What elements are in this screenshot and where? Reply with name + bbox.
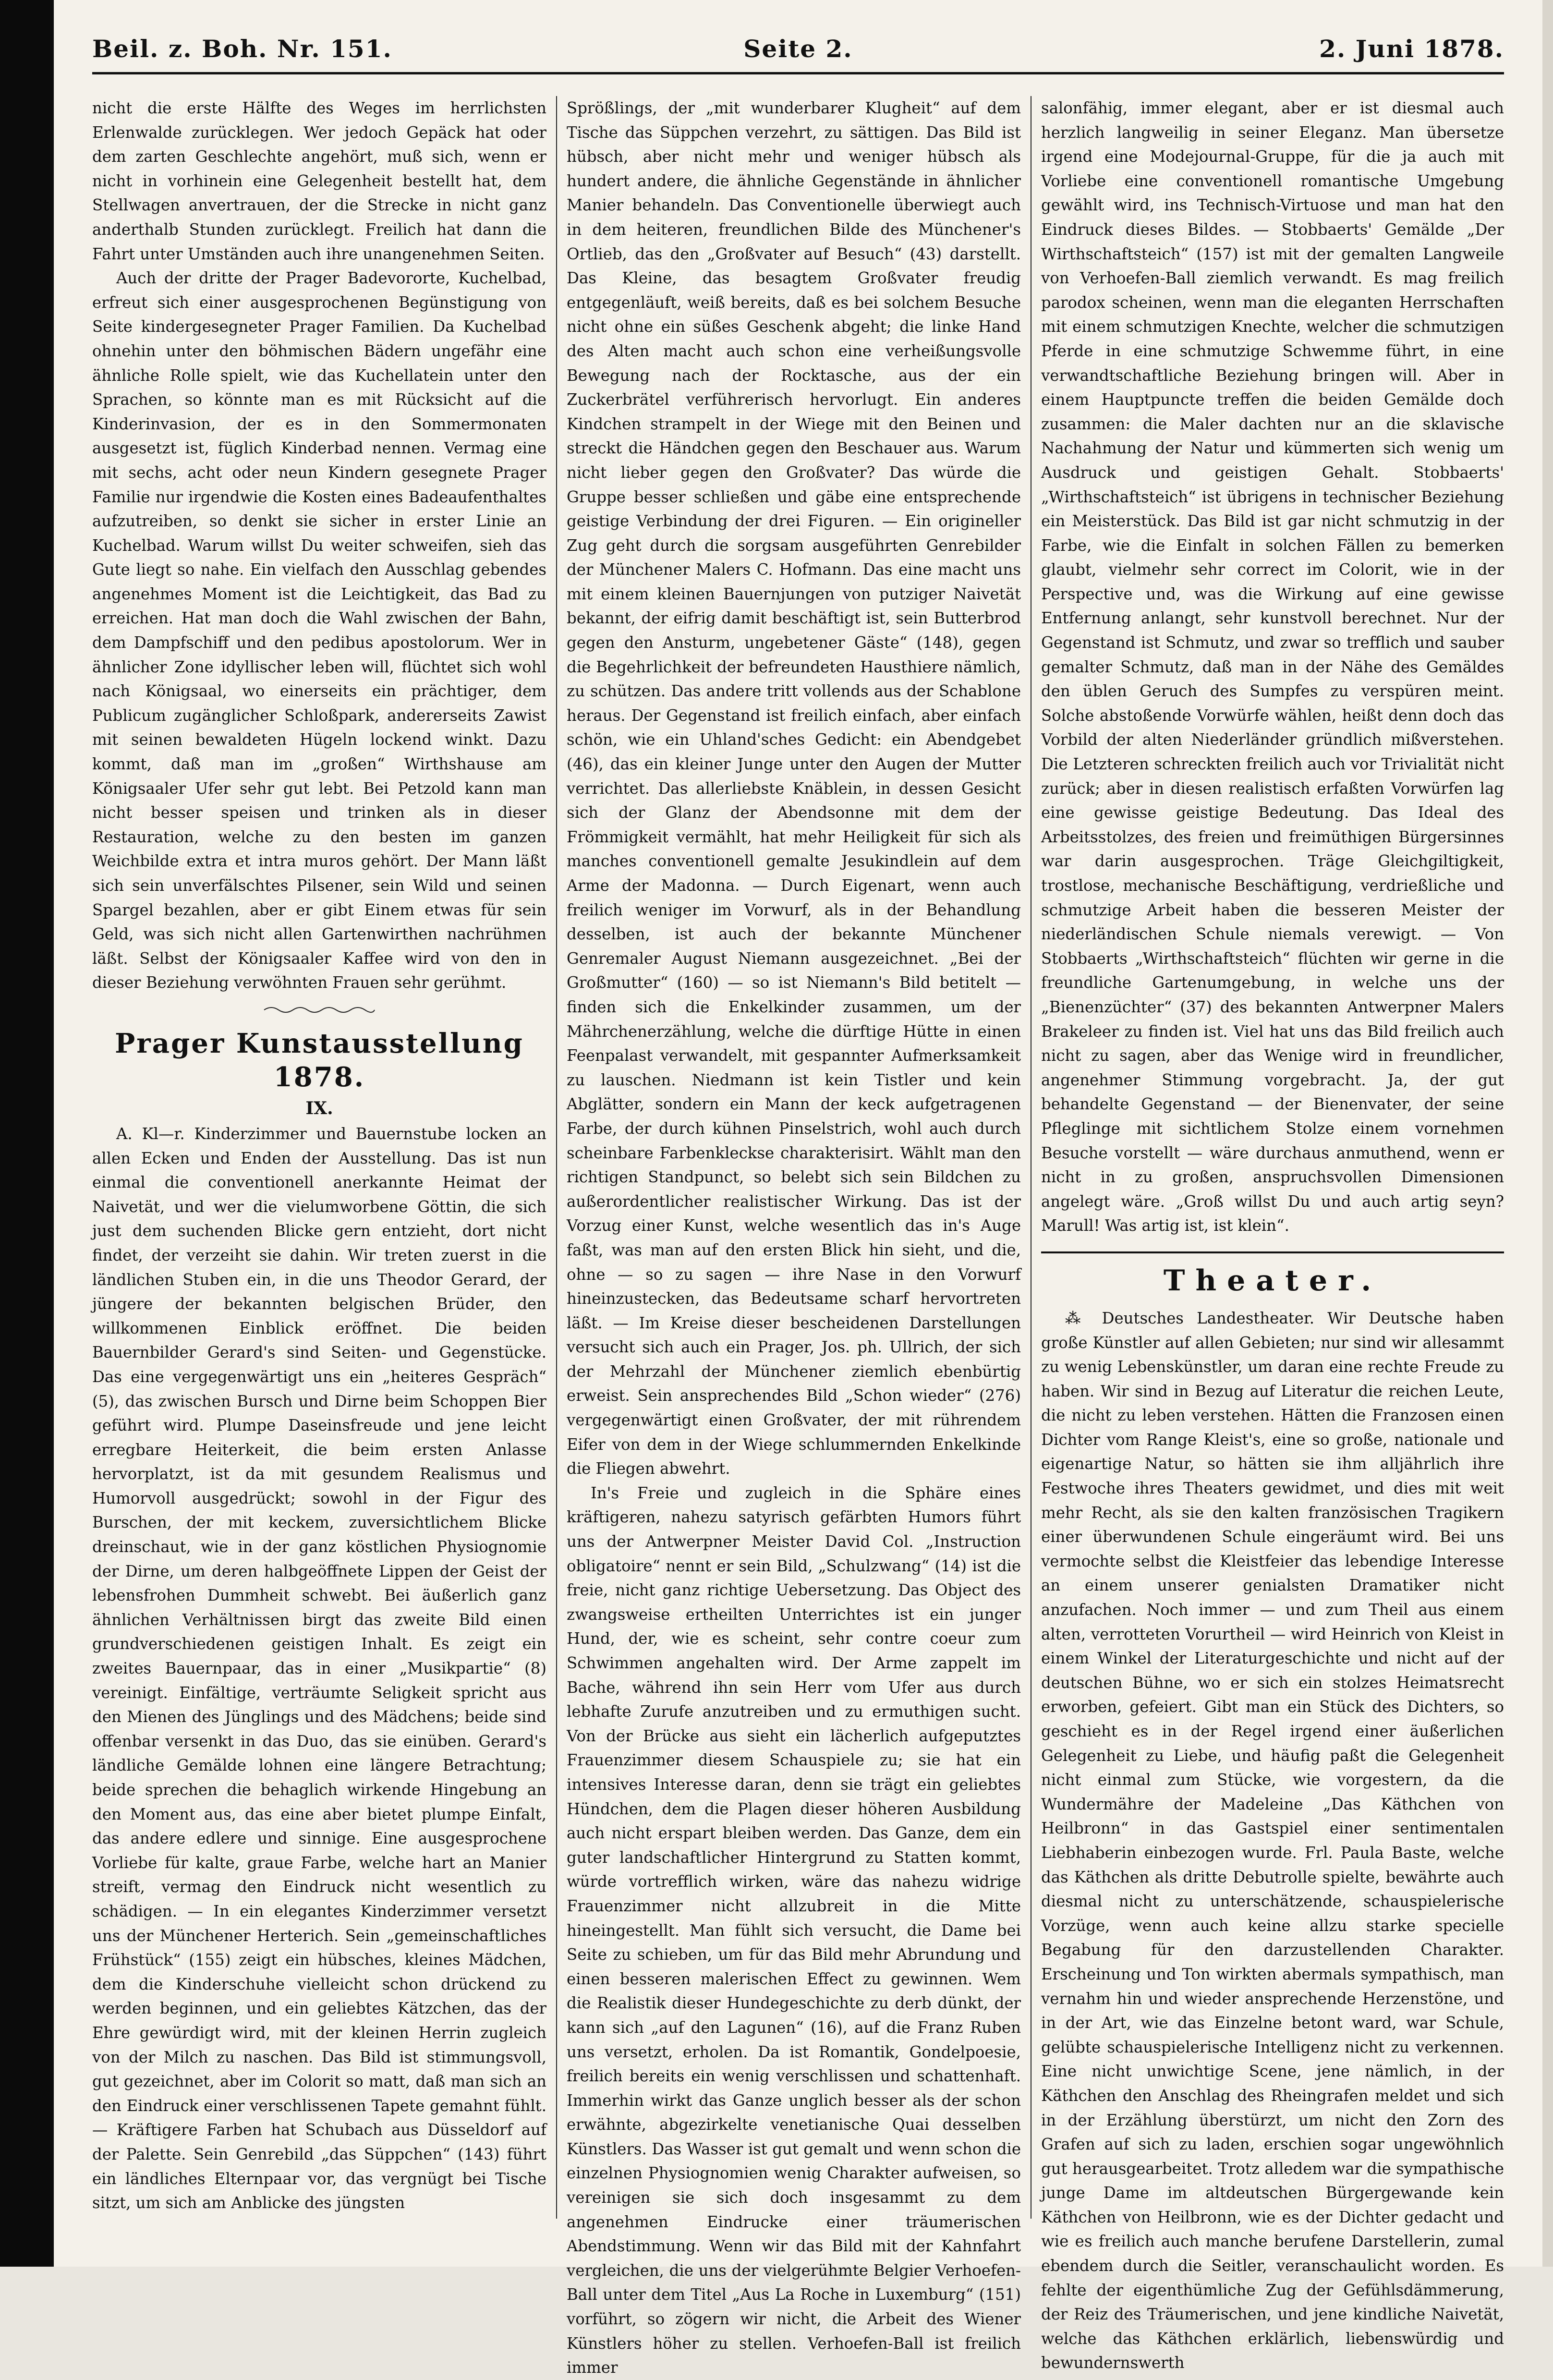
column-right bbox=[1041, 96, 1504, 2372]
issue-date: 2. Juni 1878. bbox=[1319, 35, 1504, 63]
article-paragraph: ⁂ Deutsches Landestheater. Wir Deutsche haben große Künstler auf allen Gebieten; nur sind wir allesammt zu wenig Lebenskünstler, um daran eine rechte Freude zu haben. Wir sind in Bezug auf Literatur die reichen Leute, die nicht zu leben verstehen. Hätten die Franzosen einen Dichter vom Range Kleist's, eine so große, nationale und eigenartige Natur, so hätten sie ihm alljährlich ihre Festwoche ihres Theaters gewidmet, und dies mit weit mehr Recht, als sie den kalten französischen Tragikern einer überwundenen Schule eingeräumt wird. Bei uns vermochte selbst die Kleistfeier das lebendige Interesse an einem unserer genialsten Dramatiker nicht anzufachen. Noch immer — und zum Theil aus einem alten, verrotteten Vorurtheil — wird Heinrich von Kleist in einem Winkel der Literaturgeschichte und nicht auf der deutschen Bühne, wo er sich ein stolzes Heimatsrecht erworben, gefeiert. Gibt man ein Stück des Dichters, so geschieht es in der Regel irgend einer äußerlichen Gelegenheit zu Liebe, und häufig paßt die Gelegenheit nicht einmal zum Stücke, wie vorgestern, da die Wundermähre der Madeleine „Das Käthchen von Heilbronn“ in das Gastspiel einer sentimentalen Liebhaberin einbezogen wurde. Frl. Paula Baste, welche das Käthchen als dritte Debutrolle spielte, bewährte auch diesmal nicht zu unterschätzende, schauspielerische Vorzüge, wenn auch keine allzu starke specielle Begabung für den darzustellenden Charakter. Erscheinung und Ton wirkten abermals sympathisch, man vernahm hin und wieder ansprechende Herzenstöne, und in der Art, wie das Einzelne betont ward, war Schule, gelübte schauspielerische Intelligenz nicht zu verkennen. Eine nicht unwichtige Scene, jene nämlich, in der Käthchen den Anschlag des Rheingrafen meldet und sich in der Erzählung überstürzt, um nicht den Zorn des Grafen auf sich zu laden, erschien sogar ungewöhnlich gut herausgearbeitet. Trotz alledem war die sympathische junge Dame im altdeutschen Bürgergewande kein Käthchen von Heilbronn, wie es der Dichter gedacht und wie es freilich auch manche berufene Darstellerin, zumal ebendem durch die Seitler, veranschaulicht worden. Es fehlte der eigenthümliche Zug der Gefühlsdämmerung, der Reiz des Träumerischen, und jene kindliche Naivetät, welche das Käthchen erklärlich, liebenswürdig und bewundernswerth bbox=[1041, 1309, 1504, 2372]
newspaper-page bbox=[58, 0, 1537, 2377]
article-paragraph: Sprößlings, der „mit wunderbarer Klugheit“ auf dem Tische das Süppchen verzehrt, zu sättigen. Das Bild ist hübsch, aber nicht mehr und weniger hübsch als hundert andere, die ähnliche Gegenstände in ähnlicher Manier behandeln. Das Conventionelle überwiegt auch in dem heiteren, freundlichen Bilde des Münchener's Ortlieb, das den „Großvater auf Besuch“ (43) darstellt. Das Kleine, das besagtem Großvater freudig entgegenläuft, weiß bereits, daß es bei solchem Besuche nicht ohne ein süßes Geschenk abgeht; die linke Hand des Alten macht auch schon eine verheißungsvolle Bewegung nach der Rocktasche, aus der ein Zuckerbrätel verführerisch hervorlugt. Ein anderes Kindchen strampelt in der Wiege mit den Beinen und streckt die Händchen gegen den Beschauer aus. Warum nicht lieber gegen den Großvater? Das würde die Gruppe besser schließen und gäbe eine entsprechende geistige Verbindung der drei Figuren. — Ein origineller Zug geht durch die sorgsam ausgeführten Genrebilder der Münchener Malers C. Hofmann. Das eine macht uns mit einem kleinen Bauernjungen von putziger Naivetät bekannt, der eifrig damit beschäftigt ist, sein Butterbrod gegen den Ansturm, ungebetener Gäste“ (148), gegen die Begehrlichkeit der befreundeten Hausthiere nämlich, zu schützen. Das andere tritt vollends aus der Schablone heraus. Der Gegenstand ist freilich einfach, aber einfach schön, wie ein Uhland'sches Gedicht: ein Abendgebet (46), das ein kleiner Junge unter den Augen der Mutter verrichtet. Das allerliebste Knäblein, in dessen Gesicht sich der Glanz der Abendsonne mit dem der Frömmigkeit vermählt, hat mehr Heiligkeit für sich als manches conventionell gemalte Jesukindlein auf dem Arme der Madonna. — Durch Eigenart, wenn auch freilich weniger im Vorwurf, als in der Behandlung desselben, ist auch der bekannte Münchener Genremaler August Niemann ausgezeichnet. „Bei der Großmutter“ (160) — so ist Niemann's Bild betitelt — finden sich die Enkelkinder zusammen, um der Mährchenerzählung, welche die dürftige Hütte in einen Feenpalast verwandelt, mit gespannter Aufmerksamkeit zu lauschen. Niedmann ist kein Tistler und kein Abglätter, sondern ein Mann der keck aufgetragenen Farbe, der durch kühnen Pinselstrich, wohl auch durch scheinbare Farbenkleckse charakterisirt. Wählt man den richtigen Standpunct, so belebt sich sein Bildchen zu außerordentlicher realistischer Wirkung. Das ist der Vorzug einer Kunst, welche wesentlich das in's Auge faßt, was man auf den ersten Blick hin sieht, und die, ohne — so zu sagen — ihre Nase in den Vorwurf hineinzustecken, das Bedeutsame scharf hervortreten läßt. — Im Kreise dieser bescheidenen Darstellungen versucht sich auch ein Prager, Jos. ph. Ullrich, der sich der Mehrzahl der Münchener ziemlich ebenbürtig erweist. Sein ansprechendes Bild „Schon wieder“ (276) vergegenwärtigt einen Großvater, der mit rührendem Eifer von dem in der Wiege schlummernden Enkelkinde die Fliegen abwehrt. bbox=[567, 99, 1021, 1478]
ornamental-divider bbox=[262, 1004, 377, 1016]
issue-number: Beil. z. Boh. Nr. 151. bbox=[92, 35, 392, 63]
article-paragraph: nicht die erste Hälfte des Weges im herrlichsten Erlenwalde zurücklegen. Wer jedoch Gepäck hat oder dem zarten Geschlechte angehört, muß sich, wenn er nicht in vorhinein eine Gelegenheit bestellt hat, dem Stellwagen anvertrauen, der die Strecke in nicht ganz anderthalb Stunden zurücklegt. Freilich hat dann die Fahrt unter Umständen auch ihre unangenehmen Seiten. bbox=[92, 99, 546, 263]
column-left bbox=[92, 96, 546, 2228]
section-title: Prager Kunstausstellung 1878. bbox=[115, 1027, 524, 1093]
section-subtitle: IX. bbox=[305, 1098, 333, 1118]
scan-binding-edge bbox=[0, 0, 54, 2267]
article-paragraph: A. Kl—r. Kinderzimmer und Bauernstube locken an allen Ecken und Enden der Ausstellung. Das ist nun einmal die conventionell anerkannte Heimat der Naivetät, und wer die vielumworbene Göttin, die sich just dem suchenden Blicke gern entzieht, dort nicht findet, der verzeiht sie dahin. Wir treten zuerst in die ländlichen Stuben ein, in die uns Theodor Gerard, der jüngere der bekannten belgischen Brüder, den willkommenen Einblick eröffnet. Die beiden Bauernbilder Gerard's sind Seiten- und Gegenstücke. Das eine vergegenwärtigt uns ein „heiteres Gespräch“ (5), das zwischen Bursch und Dirne beim Schoppen Bier geführt wird. Plumpe Daseinsfreude und jene leicht erregbare Heiterkeit, die beim ersten Anlasse hervorplatzt, ist da mit gesundem Realismus und Humorvoll ausgedrückt; sowohl in der Figur des Burschen, der mit keckem, zuversichtlichem Blicke dreinschaut, wie in der ganz köstlichen Physiognomie der Dirne, um deren halbgeöffnete Lippen der Geist der lebensfrohen Dummheit schwebt. Bei äußerlich ganz ähnlichen Verhältnissen birgt das zweite Bild einen grundverschiedenen geistigen Inhalt. Es zeigt ein zweites Bauernpaar, das in einer „Musikpartie“ (8) vereinigt. Einfältige, verträumte Seligkeit spricht aus den Mienen des Jünglings und des Mädchens; beide sind offenbar versenkt in das Duo, das sie einüben. Gerard's ländliche Gemälde lohnen eine längere Betrachtung; beide sprechen die behaglich wirkende Hingebung an den Moment aus, das eine aber bietet plumpe Einfalt, das andere edlere und sinnige. Eine ausgesprochene Vorliebe für kalte, graue Farbe, welche hart an Manier streift, vermag den Eindruck nicht wesentlich zu schädigen. — In ein elegantes Kinderzimmer versetzt uns der Münchener Herterich. Sein „gemeinschaftliches Frühstück“ (155) zeigt ein hübsches, kleines Mädchen, dem die Kinderschuhe vielleicht schon drückend zu werden beginnen, und ein geliebtes Kätzchen, das der Ehre gewürdigt wird, mit der kleinen Herrin zugleich von der Milch zu naschen. Das Bild ist stimmungsvoll, gut gezeichnet, aber im Colorit so matt, daß man sich an den Eindruck einer verschlissenen Tapete gemahnt fühlt. — Kräftigere Farben hat Schubach aus Düsseldorf auf der Palette. Sein Genrebild „das Süppchen“ (143) führt ein ländliches Elternpaar vor, das vergnügt bei Tische sitzt, um sich am Anblicke des jüngsten bbox=[92, 1124, 546, 2212]
scan-right-edge bbox=[1542, 0, 1553, 2267]
column-middle bbox=[567, 96, 1021, 2377]
article-paragraph: In's Freie und zugleich in die Sphäre eines kräftigeren, nahezu satyrisch gefärbten Humors führt uns der Antwerpner Meister David Col. „Instruction obligatoire“ nennt er sein Bild, „Schulzwang“ (14) ist die freie, nicht ganz richtige Uebersetzung. Das Object des zwangsweise ertheilten Unterrichtes ist ein junger Hund, der, wie es scheint, sehr contre coeur zum Schwimmen angehalten wird. Der Arme zappelt im Bache, während ihn sein Herr vom Ufer aus durch lebhafte Zurufe anzutreiben und zu ermuthigen sucht. Von der Brücke aus sieht ein lächerlich aufgeputztes Frauenzimmer diesem Schauspiele zu; sie hat ein intensives Interesse daran, denn sie trägt ein geliebtes Hündchen, dem die Plagen dieser höheren Ausbildung auch nicht erspart bleiben werden. Das Ganze, dem ein guter landschaftlicher Hintergrund zu Statten kommt, würde vortrefflich wirken, wäre das nahezu widrige Frauenzimmer nicht allzubreit in die Mitte hineingestellt. Man fühlt sich versucht, die Dame bei Seite zu schieben, um für das Bild mehr Abrundung und einen besseren malerischen Effect zu gewinnen. Wem die Realistik dieser Hundegeschichte zu derb dünkt, der kann sich „auf den Lagunen“ (16), auf die Franz Ruben uns versetzt, erholen. Da ist Romantik, Gondelpoesie, freilich bereits ein wenig verschlissen und schattenhaft. Immerhin wirkt das Ganze unglich besser als der schon erwähnte, abgezirkelte venetianische Quai desselben Künstlers. Das Wasser ist gut gemalt und wenn schon die einzelnen Physiognomien wenig Charakter aufweisen, so vereinigen sie sich doch insgesammt zu dem angenehmen Eindrucke einer träumerischen Abendstimmung. Wenn wir das Bild mit der Kahnfahrt vergleichen, die uns der vielgerühmte Belgier Verhoefen-Ball unter dem Titel „Aus La Roche in Luxemburg“ (151) vorführt, so zögern wir nicht, die Arbeit des Wiener Künstlers höher zu stellen. Verhoefen-Ball ist freilich immer bbox=[567, 1483, 1021, 2377]
page-header bbox=[92, 30, 1504, 73]
header-rule bbox=[92, 72, 1504, 74]
section-rule bbox=[1041, 1251, 1504, 1253]
column-divider bbox=[556, 96, 557, 2219]
page-number: Seite 2. bbox=[743, 35, 853, 63]
article-paragraph: salonfähig, immer elegant, aber er ist diesmal auch herzlich langweilig in seiner Eleganz. Man übersetze irgend eine Modejournal-Gruppe, für die ja auch mit Vorliebe eine conventionell romantische Umgebung gewählt wird, ins Technisch-Virtuose und man hat den Eindruck dieses Bildes. — Stobbaerts' Gemälde „Der Wirthschaftsteich“ (157) ist mit der gemalten Langweile von Verhoefen-Ball ziemlich verwandt. Es mag freilich parodox scheinen, wenn man die eleganten Herrschaften mit einem schmutzigen Knechte, welcher die schmutzigen Pferde in eine schmutzige Schwemme führt, in eine verwandtschaftliche Beziehung bringen will. Aber in einem Hauptpuncte treffen die beiden Gemälde doch zusammen: die Maler dachten nur an die sklavische Nachahmung der Natur und kümmerten sich wenig um Ausdruck und geistigen Gehalt. Stobbaerts' „Wirthschaftsteich“ ist übrigens in technischer Beziehung ein Meisterstück. Das Bild ist gar nicht schmutzig in der Farbe, wie die Einfalt in solchen Fällen zu bemerken glaubt, vielmehr sehr correct im Colorit, wie in der Perspective und, was die Wirkung auf eine gewisse Entfernung anlangt, sehr kunstvoll berechnet. Nur der Gegenstand ist Schmutz, und zwar so trefflich und sauber gemalter Schmutz, daß man in der Nähe des Gemäldes den üblen Geruch des Sumpfes zu verspüren meint. Solche abstoßende Vorwürfe wählen, heißt denn doch das Vorbild der alten Niederländer gründlich mißverstehen. Die Letzteren schreckten freilich auch vor Trivialität nicht zurück; aber in diesen realistisch erfaßten Vorwürfen lag eine gewisse geistige Bedeutung. Das Ideal des Arbeitsstolzes, des freien und freimüthigen Bürgersinnes war darin ausgesprochen. Träge Gleichgiltigkeit, trostlose, mechanische Beschäftigung, verdrießliche und schmutzige Arbeit haben die besseren Meister der niederländischen Schule niemals verewigt. — Von Stobbaerts „Wirthschaftsteich“ flüchten wir gerne in die freundliche Gartenumgebung, in welche uns der „Bienenzüchter“ (37) des bekannten Antwerpner Malers Brakeleer zu finden ist. Viel hat uns das Bild freilich auch nicht zu sagen, aber das Wenige wird in freundlicher, angenehmer Stimmung vorgebracht. Ja, der gut behandelte Gegenstand — der Bienenvater, der seine Pfleglinge mit sichtlichem Stolze einem vornehmen Besuche vorstellt — wäre durchaus anmuthend, wenn er nicht in zu großen, anspruchsvollen Dimensionen angelegt wäre. „Groß willst Du und auch artig seyn? Marull! Was artig ist, ist klein“. bbox=[1041, 99, 1504, 1235]
article-paragraph: Auch der dritte der Prager Badevororte, Kuchelbad, erfreut sich einer ausgesprochenen Begünstigung von Seite kindergesegneter Prager Familien. Da Kuchelbad ohnehin unter den böhmischen Bädern ungefähr eine ähnliche Rolle spielt, wie das Kuchellatein unter den Sprachen, so könnte man es mit Rücksicht auf die Kinderinvasion, der es in den Sommermonaten ausgesetzt ist, füglich Kinderbad nennen. Vermag eine mit sechs, acht oder neun Kindern gesegnete Prager Familie nur irgendwie die Kosten eines Badeaufenthaltes aufzutreiben, so denkt sie sicher in erster Linie an Kuchelbad. Warum willst Du weiter schweifen, sieh das Gute liegt so nahe. Ein vielfach den Ausschlag gebendes angenehmes Moment ist die Leichtigkeit, das Bad zu erreichen. Hat man doch die Wahl zwischen der Bahn, dem Dampfschiff und den pedibus apostolorum. Wer in ähnlicher Zone idyllischer leben will, flüchtet sich wohl nach Königsaal, wo einerseits ein prächtiger, dem Publicum zugänglicher Schloßpark, andererseits Zawist mit seinen bewaldeten Hügeln lockend winkt. Dazu kommt, daß man im „großen“ Wirthshause am Königsaaler Ufer sehr gut lebt. Bei Petzold kann man nicht besser speisen und trinken als in dieser Restauration, welche zu den besten im ganzen Weichbilde extra et intra muros gehört. Der Mann läßt sich sein unverfälschtes Pilsener, sein Wild und seinen Spargel bezahlen, aber er gibt Einem etwas für sein Geld, was sich nicht allen Gartenwirthen nachrühmen läßt. Selbst der Königsaaler Kaffee wird von den in dieser Beziehung verwöhnten Frauen sehr gerühmt. bbox=[92, 269, 546, 992]
section-title: Theater. bbox=[1163, 1263, 1382, 1298]
